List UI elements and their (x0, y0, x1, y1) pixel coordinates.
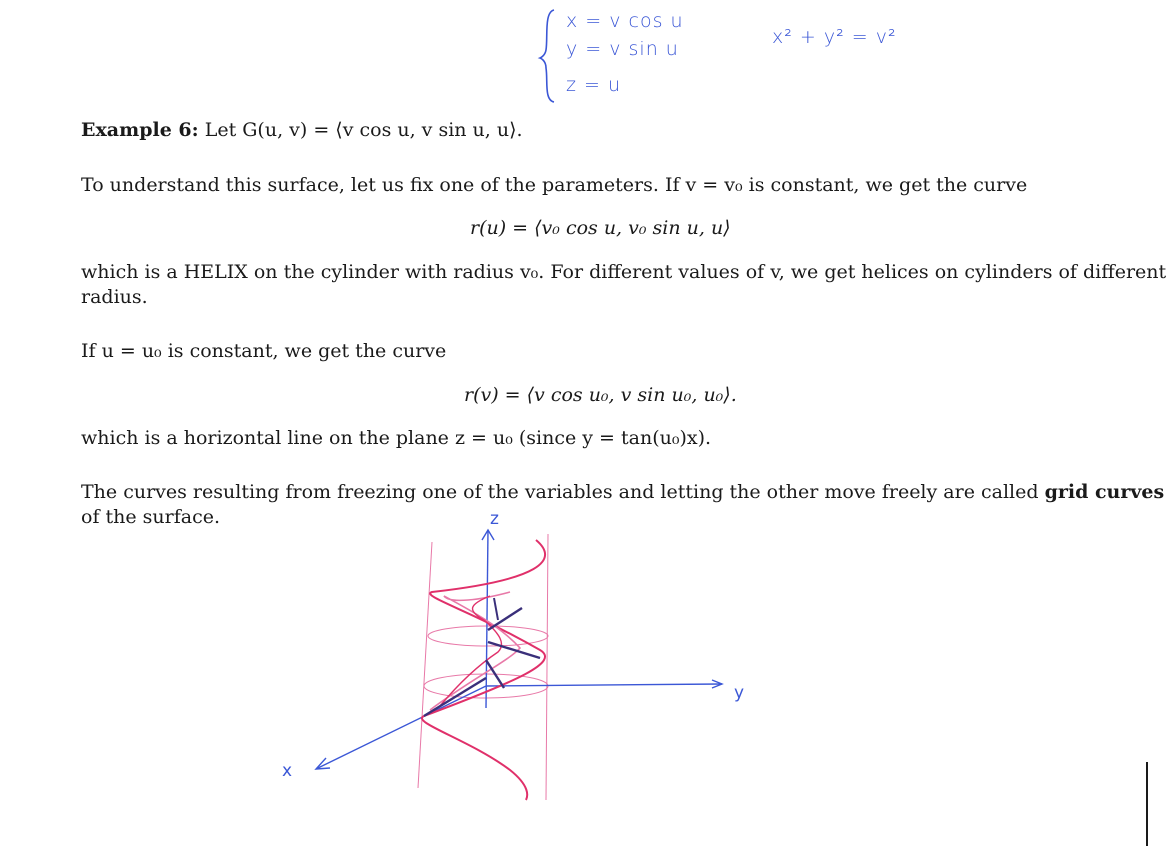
page-edge-line (1146, 762, 1148, 846)
grid-curves-term: grid curves (1044, 481, 1165, 503)
cylinder-right-edge (546, 534, 548, 800)
handwritten-brace (540, 8, 558, 104)
grid-line-5 (494, 598, 498, 620)
x-axis-label: x (282, 761, 293, 781)
formula-line: r(v) = ⟨v cos u₀, v sin u₀, u₀⟩. (464, 384, 737, 406)
handwritten-y-equation: y = v sin u (566, 38, 679, 60)
paragraph-horizontal-line: which is a horizontal line on the plane z = u₀ (since y = tan(u₀)x). (81, 427, 712, 449)
cylinder-left-edge (418, 542, 432, 788)
paragraph-helix-line2: radius. (81, 286, 148, 308)
grid-line-2 (488, 642, 540, 658)
handwritten-cylinder-equation: x² + y² = v² (772, 26, 897, 48)
paragraph-grid-curves-line2: of the surface. (81, 506, 221, 528)
grid-curves-text: The curves resulting from freezing one of the variables and letting the other move freely are called (81, 481, 1039, 503)
helix-outer (422, 540, 545, 800)
y-axis-label: y (734, 683, 745, 703)
paragraph-fix-u: If u = u₀ is constant, we get the curve (81, 340, 447, 362)
grid-line-4 (424, 678, 486, 716)
example-heading-text: Let G(u, v) = ⟨v cos u, v sin u, u⟩. (204, 119, 523, 141)
y-axis (486, 684, 722, 686)
formula-helix: r(u) = ⟨v₀ cos u, v₀ sin u, u⟩ (470, 217, 731, 239)
example-heading (81, 118, 523, 142)
handwritten-x-equation: x = v cos u (566, 10, 684, 32)
paragraph-fix-parameter: To understand this surface, let us fix one of the parameters. If v = v₀ is constant, we get the curve (81, 174, 1028, 196)
x-axis (318, 686, 486, 768)
example-heading-label: Example 6: (81, 119, 199, 141)
handwritten-z-equation: z = u (566, 74, 622, 96)
helix-middle (430, 592, 520, 710)
z-axis (486, 530, 488, 708)
helicoid-sketch (0, 500, 1149, 846)
z-axis-label: z (490, 509, 499, 529)
paragraph-helix-line1: which is a HELIX on the cylinder with radius v₀. For different values of v, we get helices on cylinders of different (81, 261, 1166, 283)
